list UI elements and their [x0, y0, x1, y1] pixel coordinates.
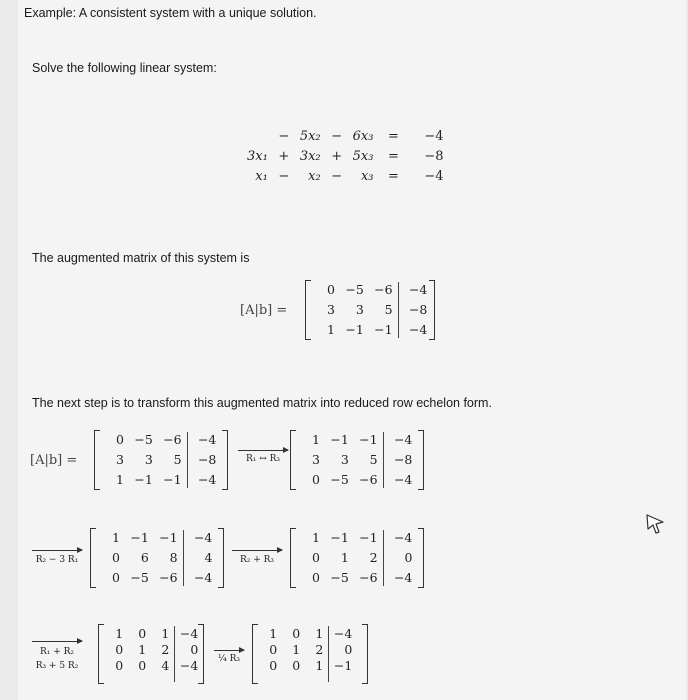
matrix-entry: −4 — [393, 570, 413, 585]
operator: − — [331, 168, 343, 184]
matrix-entry: 0 — [327, 282, 335, 297]
matrix-entry: 0 — [269, 658, 278, 673]
matrix-entry: 3 — [312, 452, 320, 467]
matrix-entry: −4 — [408, 282, 428, 297]
matrix-entry: 3 — [340, 452, 349, 467]
matrix-right-bracket — [218, 528, 224, 588]
rref-caption: The next step is to transform this augmented matrix into reduced row echelon form. — [32, 396, 492, 410]
matrix-entry: −6 — [359, 472, 378, 487]
matrix-step-4 — [98, 624, 204, 684]
op-scale-r3-label: ¼ R₃ — [218, 654, 240, 664]
matrix-entry: 0 — [404, 550, 413, 565]
augmented-matrix — [305, 280, 435, 340]
matrix-entry: −1 — [159, 530, 178, 545]
augment-divider — [174, 626, 175, 682]
term: 5x₂ — [299, 128, 321, 144]
matrix-entry: −4 — [197, 472, 217, 487]
matrix-entry: −4 — [179, 658, 199, 673]
matrix-entry: 0 — [115, 658, 124, 673]
operator: − — [278, 168, 290, 184]
matrix-entry: 3 — [116, 452, 124, 467]
matrix-entry: 0 — [344, 642, 353, 657]
example-heading: Example: A consistent system with a unique solution. — [24, 6, 317, 20]
term: x₃ — [360, 168, 374, 184]
matrix-entry: −4 — [333, 626, 353, 641]
matrix-entry: −1 — [359, 432, 378, 447]
matrix-entry: 5 — [173, 452, 182, 467]
matrix-entry: 5 — [384, 302, 393, 317]
matrix-right-bracket — [222, 430, 228, 490]
row-op-arrow — [32, 641, 82, 642]
matrix-entry: −4 — [193, 570, 213, 585]
matrix-entry: 0 — [312, 472, 320, 487]
matrix-entry: 0 — [115, 642, 124, 657]
augment-divider — [398, 282, 399, 338]
matrix-entry: −4 — [179, 626, 199, 641]
matrix-entry: 1 — [292, 642, 301, 657]
rhs-value: −4 — [424, 168, 444, 184]
document-page — [18, 0, 686, 700]
matrix-entry: −5 — [345, 282, 364, 297]
matrix-entry: −1 — [345, 322, 364, 337]
matrix-entry: −4 — [408, 322, 428, 337]
term: 5x₃ — [352, 148, 374, 164]
operator: + — [278, 148, 290, 164]
matrix-entry: 1 — [269, 626, 278, 641]
augment-divider — [187, 432, 188, 488]
op-r1-plus-r2-label: R₁ + R₂ — [39, 647, 75, 657]
matrix-step-1 — [290, 430, 424, 490]
matrix-entry: 1 — [312, 432, 320, 447]
row-op-arrow — [238, 450, 288, 451]
matrix-entry: 1 — [312, 530, 320, 545]
augment-divider — [383, 432, 384, 488]
op-r2-minus-3r1-label: R₂ − 3 R₁ — [35, 555, 79, 565]
matrix-entry: 2 — [315, 642, 324, 657]
term — [243, 126, 272, 146]
matrix-entry: 2 — [369, 550, 378, 565]
term: 3x₁ — [247, 148, 268, 164]
matrix-entry: 3 — [355, 302, 364, 317]
operator: − — [278, 128, 290, 144]
matrix-entry: 1 — [327, 322, 335, 337]
matrix-step-0 — [94, 430, 228, 490]
matrix-entry: −1 — [359, 530, 378, 545]
matrix-step-2 — [90, 528, 224, 588]
matrix-entry: 4 — [204, 550, 213, 565]
row-op-arrow — [214, 650, 244, 651]
matrix-entry: −4 — [393, 432, 413, 447]
matrix-entry: −1 — [163, 472, 182, 487]
matrix-entry: 0 — [112, 550, 120, 565]
equation-row — [243, 146, 447, 166]
matrix-entry: 0 — [269, 642, 278, 657]
matrix-entry: 0 — [116, 432, 124, 447]
matrix-right-bracket — [362, 624, 368, 684]
matrix-entry: 0 — [112, 570, 120, 585]
matrix-entry: 2 — [161, 642, 170, 657]
op-r3-plus-5r2-label: R₃ + 5 R₂ — [35, 661, 79, 671]
equals-sign: = — [388, 148, 399, 164]
matrix-entry: 1 — [315, 626, 324, 641]
matrix-entry: 0 — [138, 658, 147, 673]
matrix-entry: −4 — [193, 530, 213, 545]
row-op-arrow — [232, 550, 282, 551]
matrix-entry: −6 — [163, 432, 182, 447]
equals-sign: = — [388, 128, 399, 144]
matrix-entry: 0 — [292, 626, 301, 641]
matrix-entry: 0 — [138, 626, 147, 641]
matrix-right-bracket — [418, 528, 424, 588]
matrix-entry: 0 — [190, 642, 199, 657]
operator: − — [331, 128, 343, 144]
term: 3x₂ — [299, 148, 321, 164]
augmented-matrix-label: [A|b] = — [240, 303, 288, 318]
matrix-step-5 — [252, 624, 368, 684]
rhs-value: −8 — [424, 148, 444, 164]
matrix-entry: −1 — [130, 530, 149, 545]
matrix-entry: 0 — [312, 570, 320, 585]
op-swap-label: R₁ ↔ R₃ — [245, 454, 281, 464]
term: x₂ — [308, 168, 321, 184]
matrix-step-3 — [290, 528, 424, 588]
matrix-entry: −1 — [330, 432, 349, 447]
matrix-entry: 1 — [138, 642, 147, 657]
mouse-cursor-icon — [644, 512, 666, 536]
operator: + — [331, 148, 343, 164]
matrix-entry: −1 — [134, 472, 153, 487]
rhs-value: −4 — [424, 128, 444, 144]
row-op-arrow — [32, 550, 82, 551]
augment-divider — [328, 626, 329, 682]
matrix-entry: 6 — [140, 550, 149, 565]
matrix-entry: 0 — [312, 550, 320, 565]
matrix-entry: 1 — [116, 472, 124, 487]
linear-system — [243, 126, 447, 186]
matrix-right-bracket — [418, 430, 424, 490]
matrix-entry: −4 — [393, 530, 413, 545]
augmented-matrix-caption: The augmented matrix of this system is — [32, 251, 250, 265]
matrix-entry: 1 — [340, 550, 349, 565]
matrix-entry: 1 — [161, 626, 170, 641]
augment-divider — [183, 530, 184, 586]
matrix-entry: 1 — [315, 658, 324, 673]
equals-sign: = — [388, 168, 399, 184]
matrix-entry: 3 — [327, 302, 335, 317]
matrix-entry: −1 — [374, 322, 393, 337]
matrix-entry: 0 — [292, 658, 301, 673]
matrix-right-bracket — [198, 624, 204, 684]
matrix-entry: −1 — [333, 658, 353, 673]
op-r2-plus-r3-label: R₂ + R₃ — [239, 555, 275, 565]
matrix-entry: −5 — [130, 570, 149, 585]
matrix-entry: 3 — [144, 452, 153, 467]
equation-row — [243, 166, 447, 186]
matrix-entry: −5 — [330, 570, 349, 585]
term: 6x₃ — [352, 128, 374, 144]
matrix-right-bracket — [429, 280, 435, 340]
term: x₁ — [255, 168, 268, 184]
augmented-matrix-label: [A|b] = — [30, 453, 78, 468]
instruction-text: Solve the following linear system: — [32, 61, 217, 75]
matrix-entry: −8 — [408, 302, 428, 317]
matrix-entry: −5 — [330, 472, 349, 487]
matrix-entry: −5 — [134, 432, 153, 447]
matrix-entry: −4 — [197, 432, 217, 447]
matrix-entry: 8 — [169, 550, 178, 565]
matrix-entry: −6 — [159, 570, 178, 585]
matrix-entry: −8 — [197, 452, 217, 467]
matrix-entry: −8 — [393, 452, 413, 467]
matrix-entry: −1 — [330, 530, 349, 545]
equation-row — [243, 126, 447, 146]
matrix-entry: −6 — [359, 570, 378, 585]
matrix-entry: 5 — [369, 452, 378, 467]
matrix-entry: −6 — [374, 282, 393, 297]
matrix-entry: 1 — [115, 626, 124, 641]
matrix-entry: 4 — [161, 658, 170, 673]
matrix-entry: −4 — [393, 472, 413, 487]
matrix-entry: 1 — [112, 530, 120, 545]
augment-divider — [383, 530, 384, 586]
